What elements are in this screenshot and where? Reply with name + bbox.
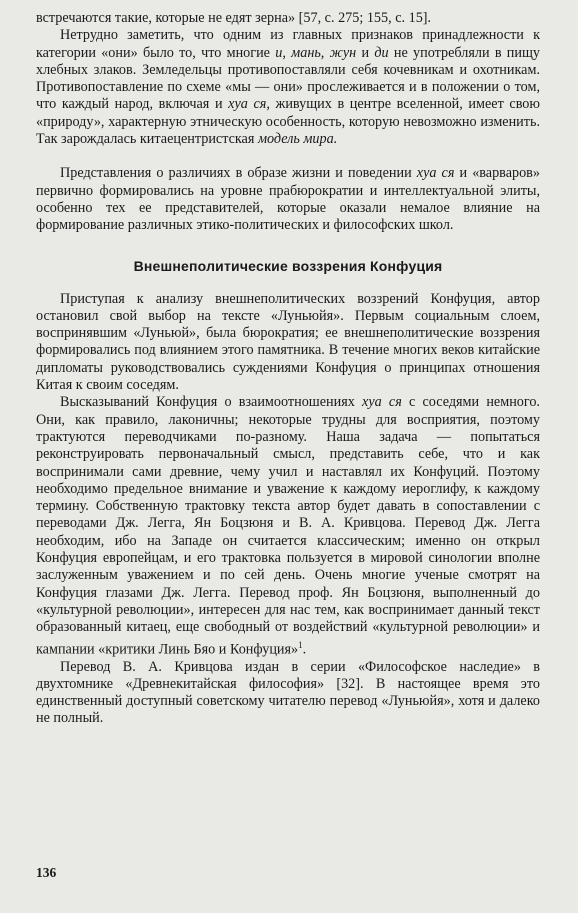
text-run: и — [356, 44, 375, 61]
footnote-marker: 1 — [298, 639, 303, 650]
italic-term: и, мань, жун — [275, 44, 357, 61]
paragraph-2 — [36, 165, 540, 234]
text-run: Приступая к анализу внешнеполитических воззрений Конфуция, автор остановил свой выбор на тексте «Луньюйя». Первым социальным слоем, воспринявшим «Луньюй», была бюрократия; ее внешнеполитические воззрения формировались под влиянием этого памятника. В течение многих веков китайские дипломаты руководствовались суждениями Конфуция о принципах отношения Китая к своим соседям. — [36, 290, 540, 394]
text-run: . — [302, 641, 307, 658]
text-run: Перевод В. А. Кривцова издан в серии «Философское наследие» в двухтомнике «Древнекитайская философия» [32]. В настоящее время это единственный доступный советскому читателю перевод «Луньюйя», хотя и далеко не полный. — [36, 658, 540, 727]
italic-term: хуа ся — [362, 394, 402, 411]
text-run: встречаются такие, которые не едят зерна» [57, с. 275; 155, с. 15]. — [36, 10, 432, 26]
paragraph-4 — [36, 394, 540, 658]
text-run: Нетрудно заметить, что одним из главных признаков принадлежности к категории «они» было то, что многие — [36, 27, 540, 61]
paragraph-continuation — [36, 10, 540, 27]
section-heading: Внешнеполитические воззрения Конфуция — [133, 257, 443, 274]
page-number: 136 — [36, 865, 57, 880]
paragraph-1 — [36, 27, 540, 148]
italic-term: модель мира. — [257, 131, 338, 148]
paragraph-gap — [36, 148, 540, 165]
text-run: и «варваров» первично формировались на уровне прабюрократии и интеллектуальной элиты, особенно тех ее представителей, которые оказали немалое влияние на формирование различных этико-политических и философских школ. — [36, 165, 540, 234]
paragraph-3 — [36, 291, 540, 395]
paragraph-5 — [36, 659, 540, 728]
text-run: с соседями немного. Они, как правило, лаконичны; некоторые трудны для восприятия, поэтому трактуются переводчиками по-разному. Наша задача — попытаться реконструировать первоначальный смысл, представить себе, что и как воспринимали сами древние, чему учил и наставлял их Конфуций. Поэтому необходимо предельное внимание и уважение к каждому иероглифу, к каждому термину. Собственную трактовку текста автор будет давать в сопоставлении с переводами Дж. Легга, Ян Боцзюня и В. А. Кривцова. Перевод Дж. Легга необходим, ибо на Западе он считается классическим; именно он открыл Конфуция европейцам, и его трактовка пользуется в мировой синологии вполне заслуженным уважением и по сей день. Очень многие ученые смотрят на Конфуция глазами Дж. Легга. Перевод проф. Ян Боцзюня, выполненный до «культурной революции», интересен для нас тем, как воспринимает данный текст образованный китаец, еще свободный от воздействий «культурной революции» и кампании «критики Линь Бяо и Конфуция» — [36, 394, 540, 658]
text-run: не употребляли в пищу хлебных злаков. Земледельцы противопоставляли себя кочевникам и охотникам. Противопоставление по схеме «мы — они» прослеживается и в положении о том, что каждый народ, включая и — [36, 44, 540, 113]
text-run: Представления о различиях в образе жизни и поведении — [60, 165, 417, 182]
text-run: , живущих в центре вселенной, имеет свою «природу», характерную этническую особенность, которую невозможно изменить. Так зарождалась китаецентристская — [36, 96, 540, 148]
text-run: Высказываний Конфуция о взаимоотношениях — [60, 394, 363, 411]
italic-term: хуа ся — [416, 165, 455, 182]
italic-term: ди — [374, 44, 389, 61]
italic-term: хуа ся — [228, 96, 267, 113]
